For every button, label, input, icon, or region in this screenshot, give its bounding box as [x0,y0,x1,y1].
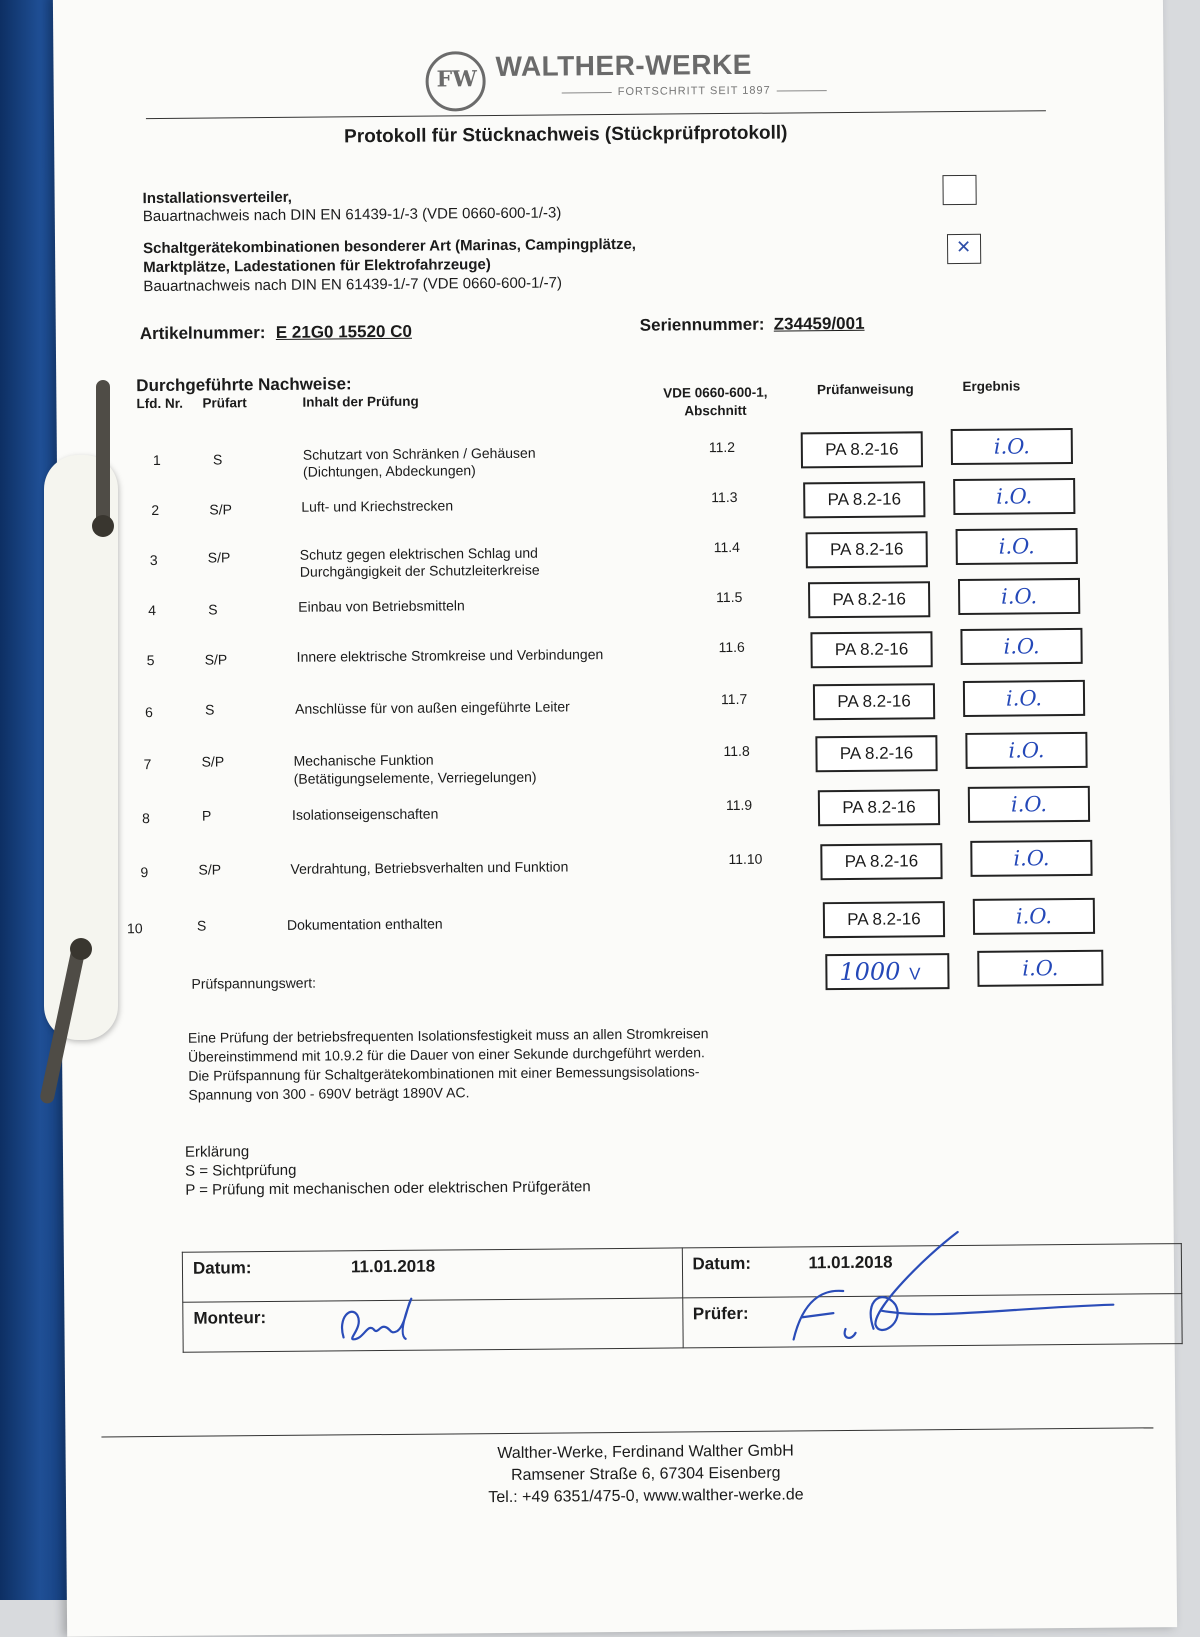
footer-address: Ramsener Straße 6, 67304 Eisenberg [510,1464,781,1484]
col-vde-header-2: Abschnitt [684,402,747,419]
monteur-cell [183,1298,683,1352]
row-10-text: Dokumentation enthalten [286,915,443,933]
pruefer-signature-icon [782,1227,1123,1360]
header-rule [146,110,1046,119]
pruefspannung-ergebnis: i.O. [977,950,1103,987]
pruefer-label: Prüfer: [692,1303,749,1324]
option-2-title: Schaltgerätekombinationen besonderer Art (Marinas, Campingplätze, [142,235,637,258]
row-1-abschnitt: 11.2 [708,438,736,456]
option-1-subtitle: Bauartnachweis nach DIN EN 61439-1/-3 (VDE 0660-600-1/-3) [142,204,562,226]
row-2-text: Luft- und Kriechstrecken [301,497,454,515]
fastener-ring-bottom [70,938,92,960]
row-5-nr: 5 [146,652,155,669]
note-line-2: Übereinstimmend mit 10.9.2 für die Dauer von einer Sekunde durchgeführt werden. [188,1044,705,1065]
note-line-1: Eine Prüfung der betriebsfrequenten Isolationsfestigkeit muss an allen Stromkreisen [187,1025,709,1046]
row-1-ergebnis: i.O. [951,428,1073,465]
row-2-nr: 2 [151,501,160,519]
option-2-checkbox[interactable] [947,234,981,264]
row-8-art: P [201,807,212,824]
row-7-text2: (Betätigungselemente, Verriegelungen) [293,768,537,787]
row-5-art: S/P [204,651,228,668]
row-2-anweisung: PA 8.2-16 [803,481,925,518]
walther-logo-icon: FW [425,51,486,112]
row-4-abschnitt: 11.5 [716,588,743,606]
row-6-ergebnis: i.O. [963,680,1085,717]
row-7-art: S/P [201,753,225,770]
row-3-text2: Durchgängigkeit der Schutzleiterkreise [299,561,540,580]
row-7-abschnitt: 11.8 [723,742,750,760]
row-2-ergebnis: i.O. [953,478,1075,515]
col-anweisung-header: Prüfanweisung [816,381,914,398]
row-1-text: Schutzart von Schränken / Gehäusen [302,444,536,463]
artikel-label: Artikelnummer: [139,323,266,344]
pruefspannung-value: 1000 [839,957,901,987]
row-1-art: S [212,451,223,468]
pruefspannung-unit: V [909,964,921,984]
company-tagline: FORTSCHRITT SEIT 1897 [556,84,833,98]
col-vde-header-1: VDE 0660-600-1, [663,384,768,401]
option-2-check-mark: ✕ [955,236,972,259]
option-1-checkbox[interactable] [942,175,976,205]
row-1-text2: (Dichtungen, Abdeckungen) [302,462,476,480]
legend-p: P = Prüfung mit mechanischen oder elektrischen Prüfgeräten [185,1178,591,1199]
datum-right-label: Datum: [692,1253,752,1274]
row-9-text: Verdrahtung, Betriebsverhalten und Funktion [290,858,569,877]
row-6-abschnitt: 11.7 [720,690,748,708]
col-lfd-header: Lfd. Nr. [136,395,183,412]
row-8-nr: 8 [141,810,150,827]
pruefspannung-box [825,953,949,990]
row-8-ergebnis: i.O. [968,786,1090,823]
row-6-anweisung: PA 8.2-16 [813,683,935,720]
row-3-nr: 3 [149,551,158,569]
row-5-abschnitt: 11.6 [718,638,745,656]
footer-rule [101,1427,1153,1437]
row-5-ergebnis: i.O. [960,628,1082,665]
footer-company: Walther-Werke, Ferdinand Walther GmbH [497,1442,794,1463]
row-8-abschnitt: 11.9 [725,796,753,814]
row-9-art: S/P [198,861,222,878]
pruefer-cell [682,1294,1182,1348]
row-4-ergebnis: i.O. [958,578,1080,615]
monteur-signature-icon [333,1295,444,1356]
row-4-anweisung: PA 8.2-16 [808,581,930,618]
row-7-text: Mechanische Funktion [293,751,434,769]
row-4-nr: 4 [148,601,157,619]
row-3-ergebnis: i.O. [956,528,1078,565]
row-3-abschnitt: 11.4 [713,538,740,556]
row-3-text: Schutz gegen elektrischen Schlag und [299,544,538,563]
row-10-ergebnis: i.O. [973,898,1095,935]
col-ergebnis-header: Ergebnis [962,378,1021,394]
row-4-art: S [208,601,218,618]
row-5-text: Innere elektrische Stromkreise und Verbindungen [296,646,604,665]
row-1-nr: 1 [152,451,161,469]
fastener-prong-top [96,380,110,530]
col-inhalt-header: Inhalt der Prüfung [302,393,419,410]
row-7-anweisung: PA 8.2-16 [815,735,937,772]
datum-left-label: Datum: [192,1258,252,1278]
row-9-anweisung: PA 8.2-16 [820,843,942,880]
row-7-nr: 7 [143,756,152,773]
row-2-art: S/P [209,501,232,518]
protocol-sheet [53,0,1177,1637]
datum-right-value: 11.01.2018 [808,1252,893,1273]
row-6-art: S [205,701,215,718]
company-name: WALTHER-WERKE [495,48,753,83]
legend-s: S = Sichtprüfung [185,1161,297,1180]
company-logo [425,48,846,112]
col-art-header: Prüfart [202,395,247,411]
row-10-art: S [196,917,207,934]
option-2-subtitle: Bauartnachweis nach DIN EN 61439-1/-7 (VDE 0660-600-1/-7) [143,274,563,296]
page-title: Protokoll für Stücknachweis (Stückprüfprotokoll) [344,122,788,148]
row-8-text: Isolationseigenschaften [291,805,439,823]
row-4-text: Einbau von Betriebsmitteln [298,597,465,615]
row-9-ergebnis: i.O. [970,840,1092,877]
row-3-anweisung: PA 8.2-16 [806,531,928,568]
serie-label: Seriennummer: [639,314,765,335]
row-8-anweisung: PA 8.2-16 [818,789,940,826]
legend-title: Erklärung [184,1143,250,1161]
option-1-title: Installationsverteiler, [142,188,292,208]
fastener-ring-top [92,515,114,537]
monteur-label: Monteur: [193,1308,267,1328]
artikel-value: E 21G0 15520 C0 [275,321,412,342]
row-10-anweisung: PA 8.2-16 [823,901,945,938]
row-10-nr: 10 [126,920,143,937]
serie-value: Z34459/001 [773,313,865,334]
option-2-title-line2: Marktplätze, Ladestationen für Elektrofahrzeuge) [143,256,491,277]
datum-left-value: 11.01.2018 [350,1256,436,1277]
table-heading: Durchgeführte Nachweise: [136,374,352,396]
footer-contact: Tel.: +49 6351/475-0, www.walther-werke.de [488,1486,804,1507]
pruefspannung-label: Prüfspannungswert: [191,974,317,992]
row-5-anweisung: PA 8.2-16 [810,631,932,668]
note-line-4: Spannung von 300 - 690V beträgt 1890V AC. [188,1084,470,1103]
row-2-abschnitt: 11.3 [711,488,738,506]
row-7-ergebnis: i.O. [965,732,1087,769]
row-6-nr: 6 [145,704,153,721]
row-3-art: S/P [207,549,231,566]
note-line-3: Die Prüfspannung für Schaltgerätekombinationen mit einer Bemessungsisolations- [188,1063,700,1084]
row-6-text: Anschlüsse für von außen eingeführte Leiter [295,698,570,717]
row-9-abschnitt: 11.10 [728,850,763,868]
row-9-nr: 9 [140,864,149,881]
row-1-anweisung: PA 8.2-16 [801,431,923,468]
signature-table [182,1243,1183,1353]
